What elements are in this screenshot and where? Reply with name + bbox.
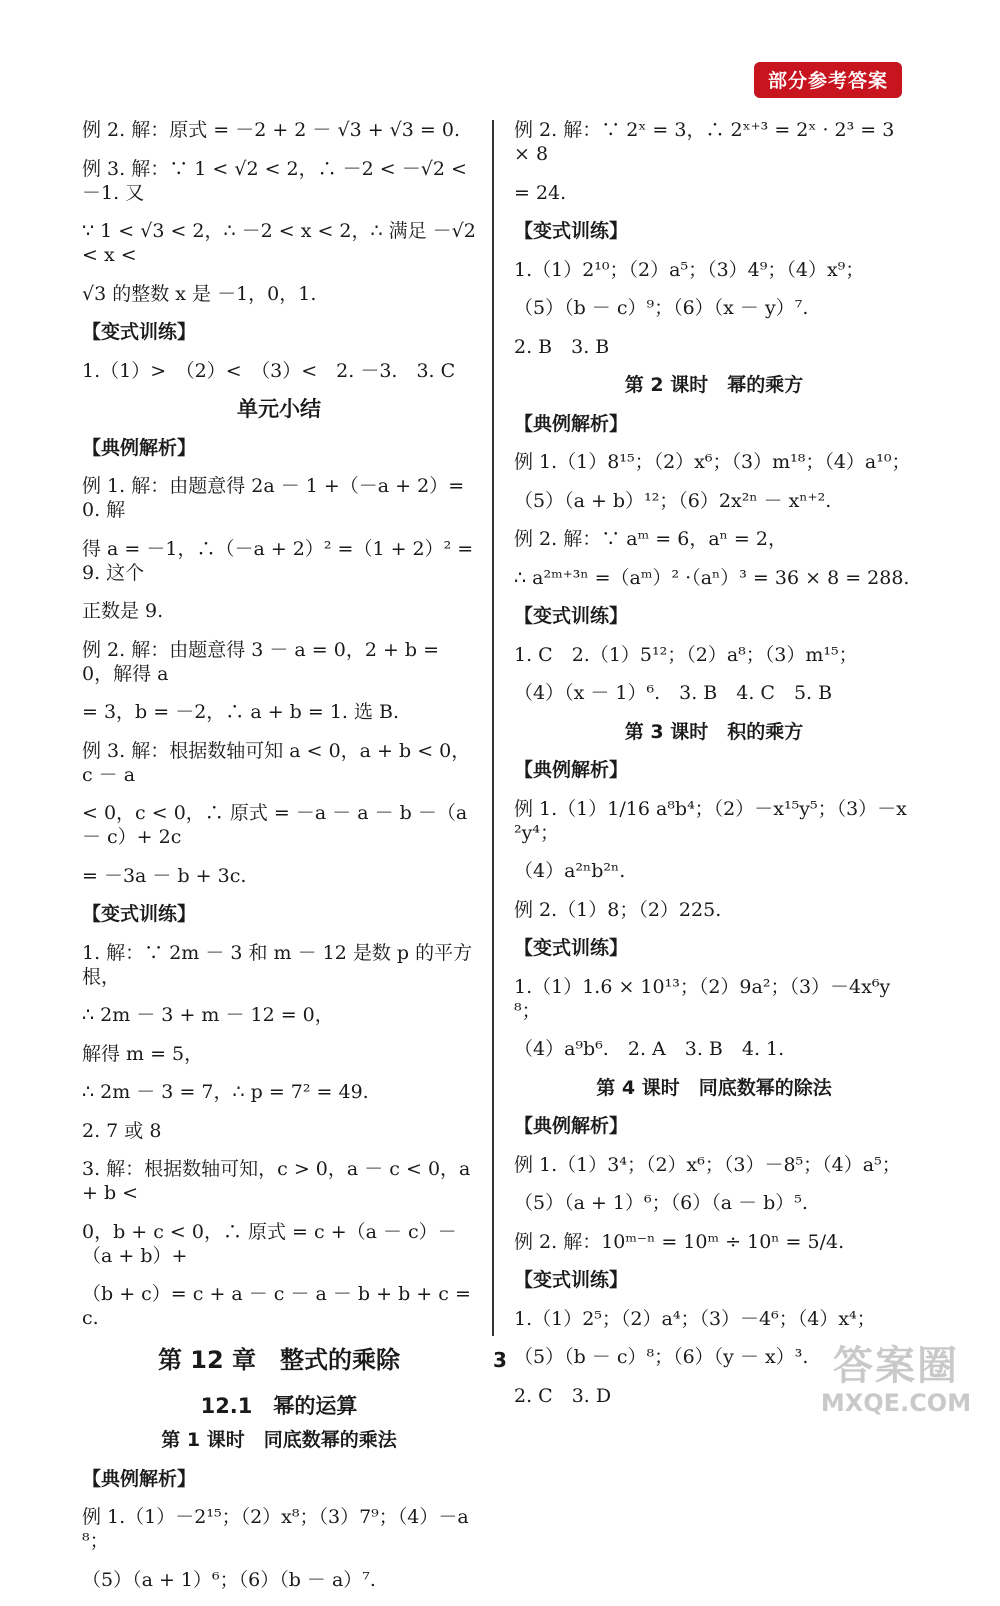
text-line: = 3，b = －2，∴ a + b = 1. 选 B. bbox=[82, 701, 400, 723]
text-line: 例 2. 解：∵ aᵐ = 6，aⁿ = 2， bbox=[514, 528, 787, 550]
section-heading: 【变式训练】 bbox=[82, 321, 197, 343]
text-line: （5）（b － c）⁹；（6）（x － y）⁷. bbox=[514, 297, 809, 319]
watermark-url: MXQE.COM bbox=[820, 1389, 972, 1417]
subsection-title: 12.1 幂的运算 bbox=[200, 1394, 358, 1418]
section-heading: 【典例解析】 bbox=[82, 436, 197, 459]
text-line: 例 2.（1）8；（2）225. bbox=[514, 898, 722, 921]
text-line: 得 a = －1，∴（－a + 2）² =（1 + 2）² = 9. 这个 bbox=[82, 537, 480, 584]
lesson-title: 第 3 课时 积的乘方 bbox=[624, 720, 804, 743]
text-line: （4）（x － 1）⁶. 3. B 4. C 5. B bbox=[514, 682, 833, 704]
section-heading: 【变式训练】 bbox=[514, 1269, 629, 1291]
text-line: = －3a － b + 3c. bbox=[82, 864, 247, 887]
text-line: 1.（1）2⁵；（2）a⁴；（3）－4⁶；（4）x⁴； bbox=[514, 1307, 876, 1330]
text-line: 例 1.（1）1/16 a⁸b⁴；（2）－x¹⁵y⁵；（3）－x²y⁴； bbox=[514, 797, 907, 844]
text-line: 例 1. 解：由题意得 2a － 1 +（－a + 2）= 0. 解 bbox=[82, 475, 471, 521]
text-line: 0，b + c < 0，∴ 原式 = c +（a － c）－（a + b）+ bbox=[82, 1220, 457, 1267]
text-line: 2. B 3. B bbox=[514, 335, 610, 358]
text-line: 例 1.（1）8¹⁵；（2）x⁶；（3）m¹⁸；（4）a¹⁰； bbox=[514, 451, 911, 473]
text-line: 正数是 9. bbox=[82, 600, 164, 622]
section-heading: 【变式训练】 bbox=[514, 605, 629, 627]
text-line: 1. C 2.（1）5¹²；（2）a⁸；（3）m¹⁵； bbox=[514, 643, 858, 666]
text-line: （5）（a + 1）⁶；（6）（b － a）⁷. bbox=[82, 1568, 376, 1591]
page-number: 3 bbox=[493, 1348, 507, 1372]
text-line: < 0，c < 0，∴ 原式 = －a － a － b －（a － c）+ 2c bbox=[82, 802, 474, 848]
section-heading: 【典例解析】 bbox=[82, 1467, 197, 1490]
right-column bbox=[514, 118, 914, 1422]
text-line: ∴ a²ᵐ⁺³ⁿ =（aᵐ）² ·（aⁿ）³ = 36 × 8 = 288. bbox=[514, 566, 910, 589]
text-line: 例 1.（1）－2¹⁵；（2）x⁸；（3）7⁹；（4）－a⁸； bbox=[82, 1506, 469, 1552]
text-line: 1.（1）> （2）< （3）< 2. －3. 3. C bbox=[82, 359, 456, 382]
section-heading: 【典例解析】 bbox=[514, 412, 629, 435]
text-line: ∴ 2m － 3 + m － 12 = 0， bbox=[82, 1004, 334, 1026]
text-line: 例 2. 解：10ᵐ⁻ⁿ = 10ᵐ ÷ 10ⁿ = 5/4. bbox=[514, 1230, 845, 1253]
chapter-title: 第 12 章 整式的乘除 bbox=[157, 1346, 401, 1374]
text-line: √3 的整数 x 是 －1，0，1. bbox=[82, 282, 317, 305]
text-line: 1. 解：∵ 2m － 3 和 m － 12 是数 p 的平方根， bbox=[82, 941, 473, 988]
watermark-text: 答案圈 bbox=[833, 1343, 959, 1389]
text-line: ∴ 2m － 3 = 7，∴ p = 7² = 49. bbox=[82, 1081, 369, 1103]
section-heading: 【变式训练】 bbox=[514, 937, 629, 959]
text-line: （5）（a + b）¹²；（6）2x²ⁿ － xⁿ⁺². bbox=[514, 489, 832, 512]
text-line: 1.（1）2¹⁰；（2）a⁵；（3）4⁹；（4）x⁹； bbox=[514, 258, 865, 281]
text-line: （4）a⁹b⁶. 2. A 3. B 4. 1. bbox=[514, 1038, 785, 1060]
text-line: （5）（a + 1）⁶；（6）（a － b）⁵. bbox=[514, 1192, 808, 1214]
text-line: 例 1.（1）3⁴；（2）x⁶；（3）－8⁵；（4）a⁵； bbox=[514, 1153, 901, 1176]
text-line: （5）（b － c）⁸；（6）（y － x）³. bbox=[514, 1346, 809, 1368]
answer-section-tag: 部分参考答案 bbox=[754, 62, 902, 98]
section-heading: 【变式训练】 bbox=[82, 903, 197, 925]
text-line: ∵ 1 < √3 < 2，∴ －2 < x < 2，∴ 满足 －√2 < x < bbox=[82, 220, 482, 266]
lesson-title: 第 2 课时 幂的乘方 bbox=[624, 374, 804, 396]
text-line: （4）a²ⁿb²ⁿ. bbox=[514, 860, 626, 882]
text-line: 2. C 3. D bbox=[514, 1384, 612, 1407]
column-divider bbox=[492, 120, 494, 1336]
lesson-title: 第 4 课时 同底数幂的除法 bbox=[596, 1076, 832, 1099]
text-line: 例 2. 解：原式 = －2 + 2 － √3 + √3 = 0. bbox=[82, 119, 460, 141]
section-heading: 【典例解析】 bbox=[514, 759, 629, 781]
left-column bbox=[82, 118, 482, 1606]
section-heading: 【变式训练】 bbox=[514, 220, 629, 242]
text-line: 例 2. 解：∵ 2ˣ = 3，∴ 2ˣ⁺³ = 2ˣ · 2³ = 3 × 8 bbox=[514, 119, 901, 165]
text-line: = 24. bbox=[514, 181, 567, 204]
text-line: 例 3. 解：根据数轴可知 a < 0，a + b < 0，c － a bbox=[82, 739, 471, 786]
text-line: （b + c）= c + a － c － a － b + b + c = c. bbox=[82, 1283, 477, 1329]
text-line: 2. 7 或 8 bbox=[82, 1119, 162, 1142]
watermark-logo bbox=[806, 1343, 986, 1427]
text-line: 1.（1）1.6 × 10¹³；（2）9a²；（3）－4x⁶y⁸； bbox=[514, 975, 891, 1022]
text-line: 解得 m = 5， bbox=[82, 1042, 204, 1065]
text-line: 例 2. 解：由题意得 3 － a = 0，2 + b = 0，解得 a bbox=[82, 638, 446, 685]
lesson-title: 第 1 课时 同底数幂的乘法 bbox=[161, 1429, 397, 1451]
text-line: 3. 解：根据数轴可知，c > 0，a － c < 0，a + b < bbox=[82, 1158, 477, 1204]
section-heading: 【典例解析】 bbox=[514, 1115, 629, 1137]
unit-summary-title: 单元小结 bbox=[237, 397, 321, 421]
text-line: 例 3. 解：∵ 1 < √2 < 2，∴ －2 < －√2 < －1. 又 bbox=[82, 157, 473, 204]
